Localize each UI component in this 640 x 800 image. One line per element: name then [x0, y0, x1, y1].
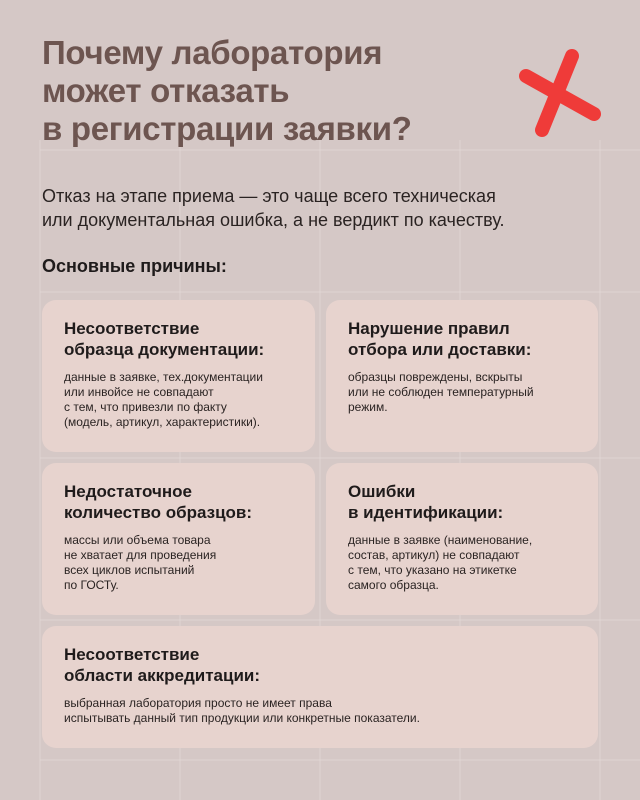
intro-line-2: или документальная ошибка, а не вердикт по качеству. [42, 210, 505, 230]
card-title-line: образца документации: [64, 340, 265, 359]
reason-card-documentation-mismatch [42, 300, 315, 452]
card-text-line: массы или объема товара [64, 533, 211, 547]
card-title [64, 318, 293, 360]
card-text-line: с тем, что указано на этикетке [348, 563, 517, 577]
card-title-line: области аккредитации: [64, 666, 261, 685]
intro-line-1: Отказ на этапе приема — это чаще всего техническая [42, 186, 496, 206]
card-text-line: с тем, что привезли по факту [64, 400, 227, 414]
card-title-line: Несоответствие [64, 319, 200, 338]
intro-text [42, 184, 602, 232]
card-text-line: или не соблюден температурный [348, 385, 534, 399]
card-title-line: Ошибки [348, 482, 416, 501]
reason-card-identification-errors [326, 463, 598, 615]
card-title-line: Несоответствие [64, 645, 200, 664]
card-text-line: состав, артикул) не совпадают [348, 548, 520, 562]
reasons-heading: Основные причины: [42, 256, 227, 276]
card-text-line: режим. [348, 400, 388, 414]
card-title-line: Недостаточное [64, 482, 192, 501]
card-title [64, 644, 576, 686]
title-line-2: может отказать [42, 72, 290, 109]
card-title [64, 481, 293, 523]
card-description [348, 533, 576, 593]
card-text-line: данные в заявке, тех.документации [64, 370, 263, 384]
card-title-line: Нарушение правил [348, 319, 510, 338]
card-text-line: данные в заявке (наименование, [348, 533, 533, 547]
title-line-1: Почему лаборатория [42, 34, 383, 71]
card-title [348, 318, 576, 360]
card-text-line: выбранная лаборатория просто не имеет права [64, 696, 332, 710]
page-title [42, 34, 512, 148]
card-text-line: не хватает для проведения [64, 548, 217, 562]
reason-card-sampling-delivery [326, 300, 598, 452]
card-title-line: количество образцов: [64, 503, 253, 522]
card-description [64, 696, 576, 726]
card-text-line: или инвойсе не совпадают [64, 385, 214, 399]
card-title [348, 481, 576, 523]
card-description [64, 370, 293, 430]
card-text-line: всех циклов испытаний [64, 563, 195, 577]
card-text-line: по ГОСТу. [64, 578, 119, 592]
card-title-line: отбора или доставки: [348, 340, 532, 359]
card-description [64, 533, 293, 593]
card-title-line: в идентификации: [348, 503, 504, 522]
title-line-3: в регистрации заявки? [42, 110, 412, 147]
card-text-line: самого образца. [348, 578, 439, 592]
reason-card-insufficient-samples [42, 463, 315, 615]
red-cross-icon [510, 44, 610, 144]
card-text-line: испытывать данный тип продукции или конкретные показатели. [64, 711, 420, 725]
card-text-line: (модель, артикул, характеристики). [64, 415, 261, 429]
card-description [348, 370, 576, 415]
reason-card-accreditation-scope [42, 626, 598, 748]
card-text-line: образцы повреждены, вскрыты [348, 370, 523, 384]
